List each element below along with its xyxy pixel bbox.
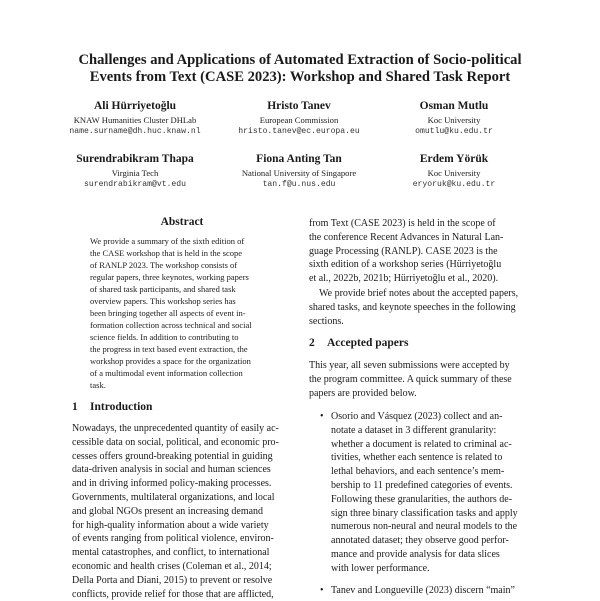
author-email: name.surname@dh.huc.knaw.nl: [69, 127, 201, 136]
body-line: Nowadays, the unprecedented quantity of easily ac-: [72, 423, 279, 434]
bullet-line: sign three binary classification tasks and apply: [331, 507, 518, 519]
body-line: cessible data on social, political, and economic pro-: [72, 436, 279, 448]
author-name: Surendrabikram Thapa: [76, 153, 194, 165]
body-line: guage Processing (RANLP). CASE 2023 is the: [309, 245, 498, 257]
abstract-line: task.: [90, 380, 106, 390]
body-line: of events ranging from political violence, environ-: [72, 533, 274, 545]
author-name: Hristo Tanev: [267, 100, 331, 112]
abstract-heading: Abstract: [160, 216, 204, 228]
body-line: Governments, multilateral organizations, and local: [72, 491, 275, 503]
abstract-line: of a multimodal event information collection: [90, 368, 243, 378]
body-line: mental catastrophes, and conflict, to international: [72, 547, 270, 559]
bullet-line: bership to 11 predefined categories of events.: [331, 479, 513, 491]
bullet-line: Osorio and Vásquez (2023) collect and an-: [331, 411, 503, 422]
abstract-line: We provide a summary of the sixth edition of: [90, 236, 245, 246]
author-name: Erdem Yörük: [419, 153, 489, 165]
body-line: the program committee. A quick summary of these: [309, 373, 512, 385]
body-line: shared tasks, and keynote speeches in the following: [309, 301, 516, 313]
bullet-line: Following these granularities, the authors de-: [331, 493, 513, 505]
bullet-line: notate a dataset in 3 different granularity:: [331, 424, 497, 436]
bullet-line: tivities, whether each sentence is related to: [331, 452, 503, 464]
abstract-line: formation collection across technical and social: [90, 320, 252, 330]
bullet-line: lethal behaviors, and each sentence’s mem-: [331, 466, 505, 478]
body-line: papers are provided below.: [309, 387, 417, 399]
body-line: economic and health crises (Coleman et al., 2014;: [72, 560, 272, 572]
author-affiliation: National University of Singapore: [241, 168, 357, 178]
body-line: We provide brief notes about the accepted papers,: [319, 288, 519, 299]
bullet-marker: •: [320, 411, 324, 422]
bullet-line: mance and provide analysis for data slices: [331, 548, 500, 560]
introduction-text: [72, 422, 302, 601]
body-line: the conference Recent Advances in Natural Lan-: [309, 231, 504, 243]
bullet-line: whether a document is related to criminal ac-: [331, 438, 512, 450]
body-line: and in driving informed policy-making processes.: [72, 478, 272, 490]
author-block: [40, 152, 230, 191]
abstract-line: workshop provides a space for the organization: [90, 356, 251, 366]
section-heading-introduction: [72, 400, 152, 414]
section-heading-accepted-papers: [309, 336, 408, 350]
section-title: Introduction: [90, 401, 153, 413]
body-line: from Text (CASE 2023) is held in the scope of: [309, 218, 496, 229]
abstract-line: the progress in text based event extraction, the: [90, 344, 248, 354]
abstract-line: of shared task participants, and shared task: [90, 284, 236, 294]
author-block: [359, 99, 549, 138]
body-line: cesses offers ground-breaking potential in guiding: [72, 450, 273, 462]
right-column-paragraph: [309, 287, 541, 328]
author-block: [40, 99, 230, 138]
abstract-line: regular papers, three keynotes, working papers: [90, 272, 249, 282]
abstract-line: science fields. In addition to contributing to: [90, 332, 239, 342]
author-email: tan.f@u.nus.edu: [262, 180, 336, 189]
accepted-papers-intro: [309, 359, 541, 400]
author-affiliation: Koc University: [427, 168, 481, 178]
author-affiliation: Koc University: [427, 115, 481, 125]
body-line: Della Porta and Diani, 2015) to prevent or resolve: [72, 574, 273, 586]
body-line: et al., 2022b, 2021b; Hürriyetoğlu et al., 2020).: [309, 273, 499, 285]
author-affiliation: KNAW Humanities Cluster DHLab: [73, 115, 197, 125]
abstract-body: [90, 235, 280, 391]
body-line: conflicts, provide relief for those that are afflicted,: [72, 588, 274, 600]
body-line: and global NGOs present an increasing demand: [72, 505, 264, 517]
author-name: Ali Hürriyetoğlu: [93, 100, 177, 112]
bullet-marker: •: [320, 585, 324, 596]
body-line: data-driven analysis in social and human sciences: [72, 464, 271, 476]
body-line: sections.: [309, 315, 344, 327]
paper-title: [40, 52, 560, 86]
abstract-line: overview papers. This workshop series has: [90, 296, 236, 306]
abstract-line: of RANLP 2023. The workshop consists of: [90, 260, 238, 270]
abstract-line: been bringing together all aspects of event in-: [90, 308, 246, 318]
author-email: omutlu@ku.edu.tr: [415, 127, 493, 136]
section-title: Accepted papers: [327, 337, 409, 349]
author-name: Fiona Anting Tan: [256, 153, 342, 165]
bullet-line: numerous non-neural and neural models to the: [331, 521, 518, 533]
body-line: This year, all seven submissions were accepted by: [309, 360, 510, 371]
author-affiliation: European Commission: [259, 115, 339, 125]
author-email: hristo.tanev@ec.europa.eu: [238, 127, 360, 136]
author-block: [359, 152, 549, 191]
section-number: 1: [72, 401, 78, 413]
bullet-line: with lower performance.: [331, 562, 430, 574]
body-line: for high-quality information about a wide variety: [72, 519, 269, 531]
section-number: 2: [309, 337, 315, 349]
abstract-line: the CASE workshop that is held in the scope: [90, 248, 243, 258]
title-line: Events from Text (CASE 2023): Workshop and Shared Task Report: [89, 69, 511, 85]
right-column-intro-continued: [309, 217, 541, 286]
author-name: Osman Mutlu: [419, 100, 489, 112]
bullet-item: [331, 584, 541, 598]
bullet-line: Tanev and Longueville (2023) discern “main”: [331, 585, 515, 596]
body-line: sixth edition of a workshop series (Hürriyetoğlu: [309, 259, 502, 271]
bullet-item: [331, 410, 541, 576]
title-line: Challenges and Applications of Automated Extraction of Socio-political: [78, 52, 522, 68]
author-email: surendrabikram@vt.edu: [84, 180, 186, 189]
author-email: eryoruk@ku.edu.tr: [412, 180, 496, 189]
author-affiliation: Virginia Tech: [111, 168, 159, 178]
bullet-line: annotated dataset; they observe good perfor-: [331, 535, 509, 547]
